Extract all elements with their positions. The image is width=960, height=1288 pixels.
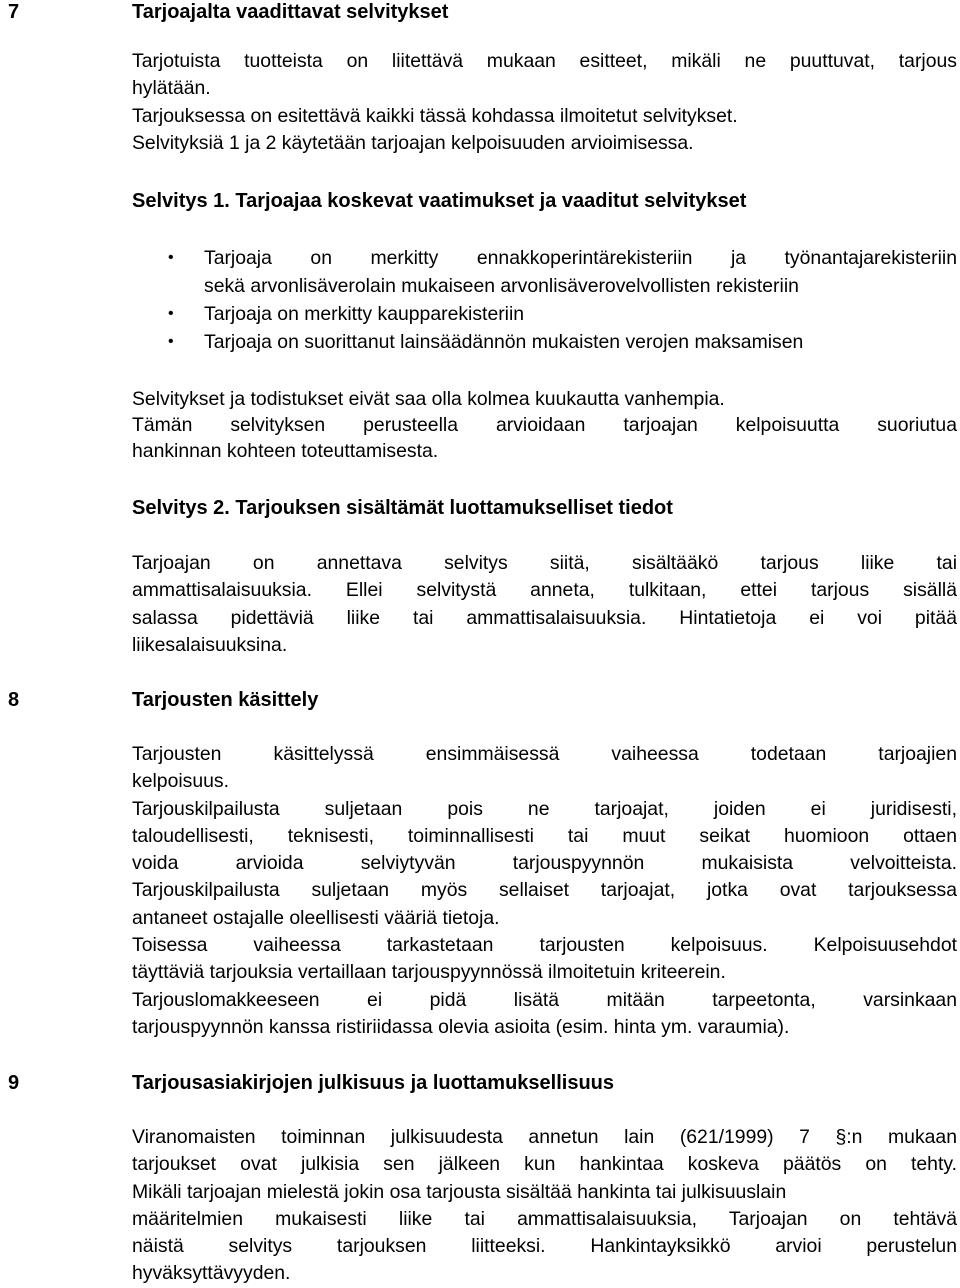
text-line: Tarjouskilpailusta suljetaan pois ne tarjoajat, joiden ei juridisesti, [132, 797, 957, 820]
text-line: Tarjousten käsittelyssä ensimmäisessä vaiheessa todetaan tarjoajien [132, 743, 957, 765]
text-line: tarjouspyynnön kanssa ristiriidassa olevia asioita (esim. hinta ym. varaumia). [132, 1015, 790, 1038]
section-7-intro [132, 48, 957, 157]
list-item [132, 328, 957, 356]
text-line: täyttäviä tarjouksia vertaillaan tarjouspyynnössä ilmoitetuin kriteerein. [132, 961, 726, 984]
text-line: voida arvioida selviytyvän tarjouspyynnön mukaisista velvoitteista. [132, 852, 957, 875]
text-line: taloudellisesti, teknisesti, toiminnallisesti tai muut seikat huomioon ottaen [132, 824, 957, 847]
text-line: Tarjouksessa on esitettävä kaikki tässä kohdassa ilmoitetut selvitykset. [132, 104, 738, 127]
requirements-list [132, 244, 957, 356]
selvitys-1-heading: Selvitys 1. Tarjoajaa koskevat vaatimukset ja vaaditut selvitykset [132, 190, 747, 212]
section-title: Tarjousten käsittely [132, 689, 319, 711]
text-line: ammattisalaisuuksia. Ellei selvitystä anneta, tulkitaan, ettei tarjous sisällä [132, 579, 957, 602]
text-line: Tarjoaja on suorittanut lainsäädännön mukaisten verojen maksamisen [204, 331, 804, 353]
section-number: 7 [8, 1, 20, 23]
text-line: hyväksyttävyyden. [132, 1262, 291, 1285]
text-line: Viranomaisten toiminnan julkisuudesta annetun lain (621/1999) 7 §:n mukaan [132, 1126, 957, 1148]
list-item [132, 300, 957, 328]
list-item [132, 244, 957, 300]
text-line: Tarjoaja on merkitty kaupparekisteriin [204, 303, 525, 325]
text-line: Selvityksiä 1 ja 2 käytetään tarjoajan kelpoisuuden arvioimisessa. [132, 131, 694, 154]
text-line: Tarjouslomakkeeseen ei pidä lisätä mitään tarpeetonta, varsinkaan [132, 988, 957, 1011]
section-number: 8 [8, 689, 20, 711]
text-line: hylätään. [132, 77, 211, 100]
text-line: näistä selvitys tarjouksen liitteeksi. Hankintayksikkö arvioi perustelun [132, 1235, 957, 1258]
bullet-icon: • [168, 333, 174, 350]
section-title: Tarjousasiakirjojen julkisuus ja luottamuksellisuus [132, 1072, 615, 1094]
selvitys-2-body [132, 550, 957, 659]
text-line: Tarjoajan on annettava selvitys siitä, sisältääkö tarjous liike tai [132, 552, 957, 574]
text-line: hankinnan kohteen toteuttamisesta. [132, 440, 439, 463]
text-line: Toisessa vaiheessa tarkastetaan tarjousten kelpoisuus. Kelpoisuusehdot [132, 934, 957, 957]
text-line: tarjoukset ovat julkisia sen jälkeen kun hankintaa koskeva päätös on tehty. [132, 1153, 957, 1176]
bullet-icon: • [168, 305, 174, 322]
section-number: 9 [8, 1072, 20, 1094]
section-8-body [132, 741, 957, 1041]
text-line: määritelmien mukaisesti liike tai ammattisalaisuuksia, Tarjoajan on tehtävä [132, 1207, 957, 1230]
section-9-body [132, 1124, 957, 1288]
section-title: Tarjoajalta vaadittavat selvitykset [132, 1, 449, 23]
text-line: Mikäli tarjoajan mielestä jokin osa tarjousta sisältää hankinta tai julkisuuslain [132, 1180, 787, 1203]
text-line: sekä arvonlisäverolain mukaiseen arvonlisäverovelvollisten rekisteriin [204, 275, 799, 297]
text-line: liikesalaisuuksina. [132, 633, 288, 656]
text-line: antaneet ostajalle oleellisesti vääriä tietoja. [132, 906, 500, 929]
text-line: salassa pidettäviä liike tai ammattisalaisuuksia. Hintatietoja ei voi pitää [132, 606, 957, 629]
selvitys-2-heading: Selvitys 2. Tarjouksen sisältämät luottamukselliset tiedot [132, 497, 673, 519]
text-line: kelpoisuus. [132, 770, 230, 793]
selvitys-1-notes [132, 386, 957, 465]
text-line: Tarjoaja on merkitty ennakkoperintärekisteriin ja työnantajarekisteriin [204, 247, 957, 269]
text-line: Tämän selvityksen perusteella arvioidaan tarjoajan kelpoisuutta suoriutua [132, 414, 957, 437]
text-line: Selvitykset ja todistukset eivät saa olla kolmea kuukautta vanhempia. [132, 388, 725, 410]
text-line: Tarjotuista tuotteista on liitettävä mukaan esitteet, mikäli ne puuttuvat, tarjous [132, 50, 957, 72]
bullet-icon: • [168, 249, 174, 266]
text-line: Tarjouskilpailusta suljetaan myös sellaiset tarjoajat, jotka ovat tarjouksessa [132, 879, 957, 902]
